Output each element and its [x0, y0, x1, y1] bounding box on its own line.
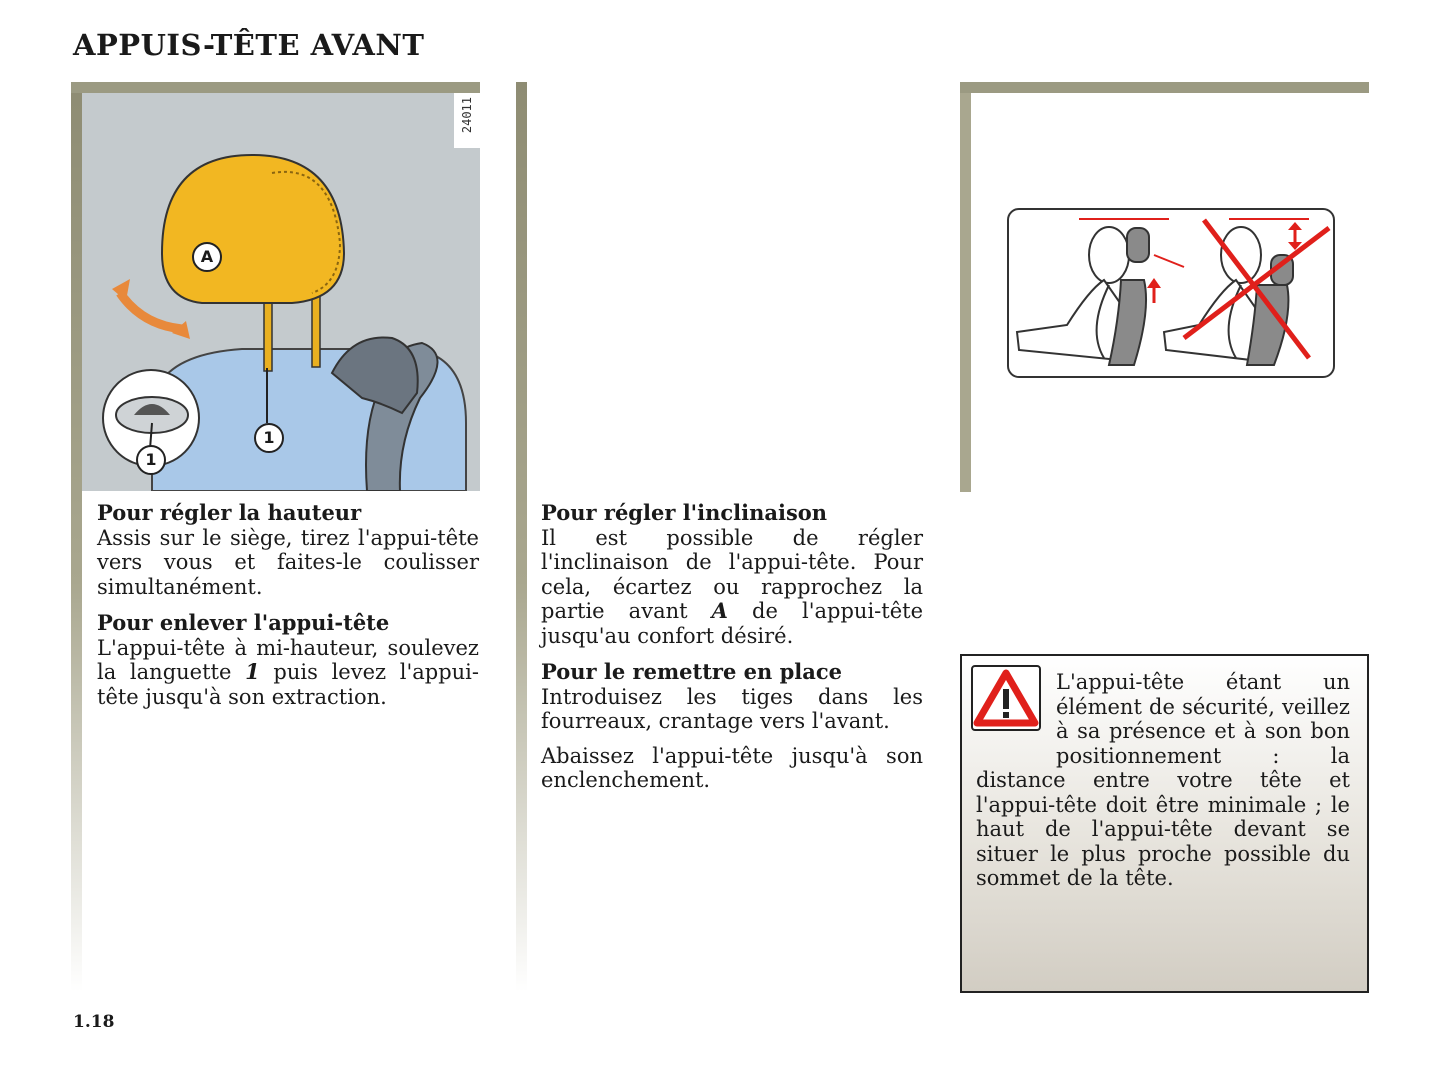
label-a-badge: A [192, 242, 222, 272]
page-title: APPUIS-TÊTE AVANT [73, 28, 425, 62]
label-1-badge: 1 [254, 423, 284, 453]
refit-heading: Pour le remettre en place [541, 659, 843, 684]
height-heading: Pour régler la hauteur [97, 500, 362, 525]
warning-text: L'appui-tête étant un élément de sécurité, veillez à sa présence et à son bon positionnement : la distance entre votre tête et l'appui-tête doit être minimale ; le haut de l'appui-tête devant se situer le plus proche possible du sommet de la tête. [976, 670, 1350, 890]
column-1-text [97, 501, 479, 709]
column-2-bar [516, 82, 527, 992]
tilt-body: Il est possible de régler l'inclinaison de l'appui-tête. Pour cela, écartez ou rapprochez la partie avant A de l'appui-tête jusqu'au confort désiré. [541, 525, 923, 648]
warning-box [960, 654, 1369, 993]
ref-a: A [711, 598, 728, 623]
page-number: 1.18 [73, 1012, 115, 1032]
column-1-bar [71, 82, 82, 992]
refit-body-2: Abaissez l'appui-tête jusqu'à son enclenchement. [541, 743, 923, 792]
refit-body-1: Introduisez les tiges dans les fourreaux, crantage vers l'avant. [541, 684, 923, 733]
column-2-text [541, 501, 923, 793]
column-3-bar [960, 82, 971, 492]
height-body: Assis sur le siège, tirez l'appui-tête vers vous et faites-le coulisser simultanément. [97, 525, 479, 599]
removal-body: L'appui-tête à mi-hauteur, soulevez la languette 1 puis levez l'appui-tête jusqu'à son extraction. [97, 635, 479, 709]
column-3-top-rule [960, 82, 1369, 93]
figure-code: 24011 [454, 93, 480, 148]
tilt-heading: Pour régler l'inclinaison [541, 500, 828, 525]
headrest-illustration [82, 93, 480, 491]
removal-heading: Pour enlever l'appui-tête [97, 610, 390, 635]
column-1-top-rule [71, 82, 480, 93]
headrest-position-illustration [1007, 208, 1335, 378]
ref-1: 1 [245, 659, 260, 684]
position-drawing [1009, 210, 1333, 376]
label-1-inset-badge: 1 [136, 445, 166, 475]
